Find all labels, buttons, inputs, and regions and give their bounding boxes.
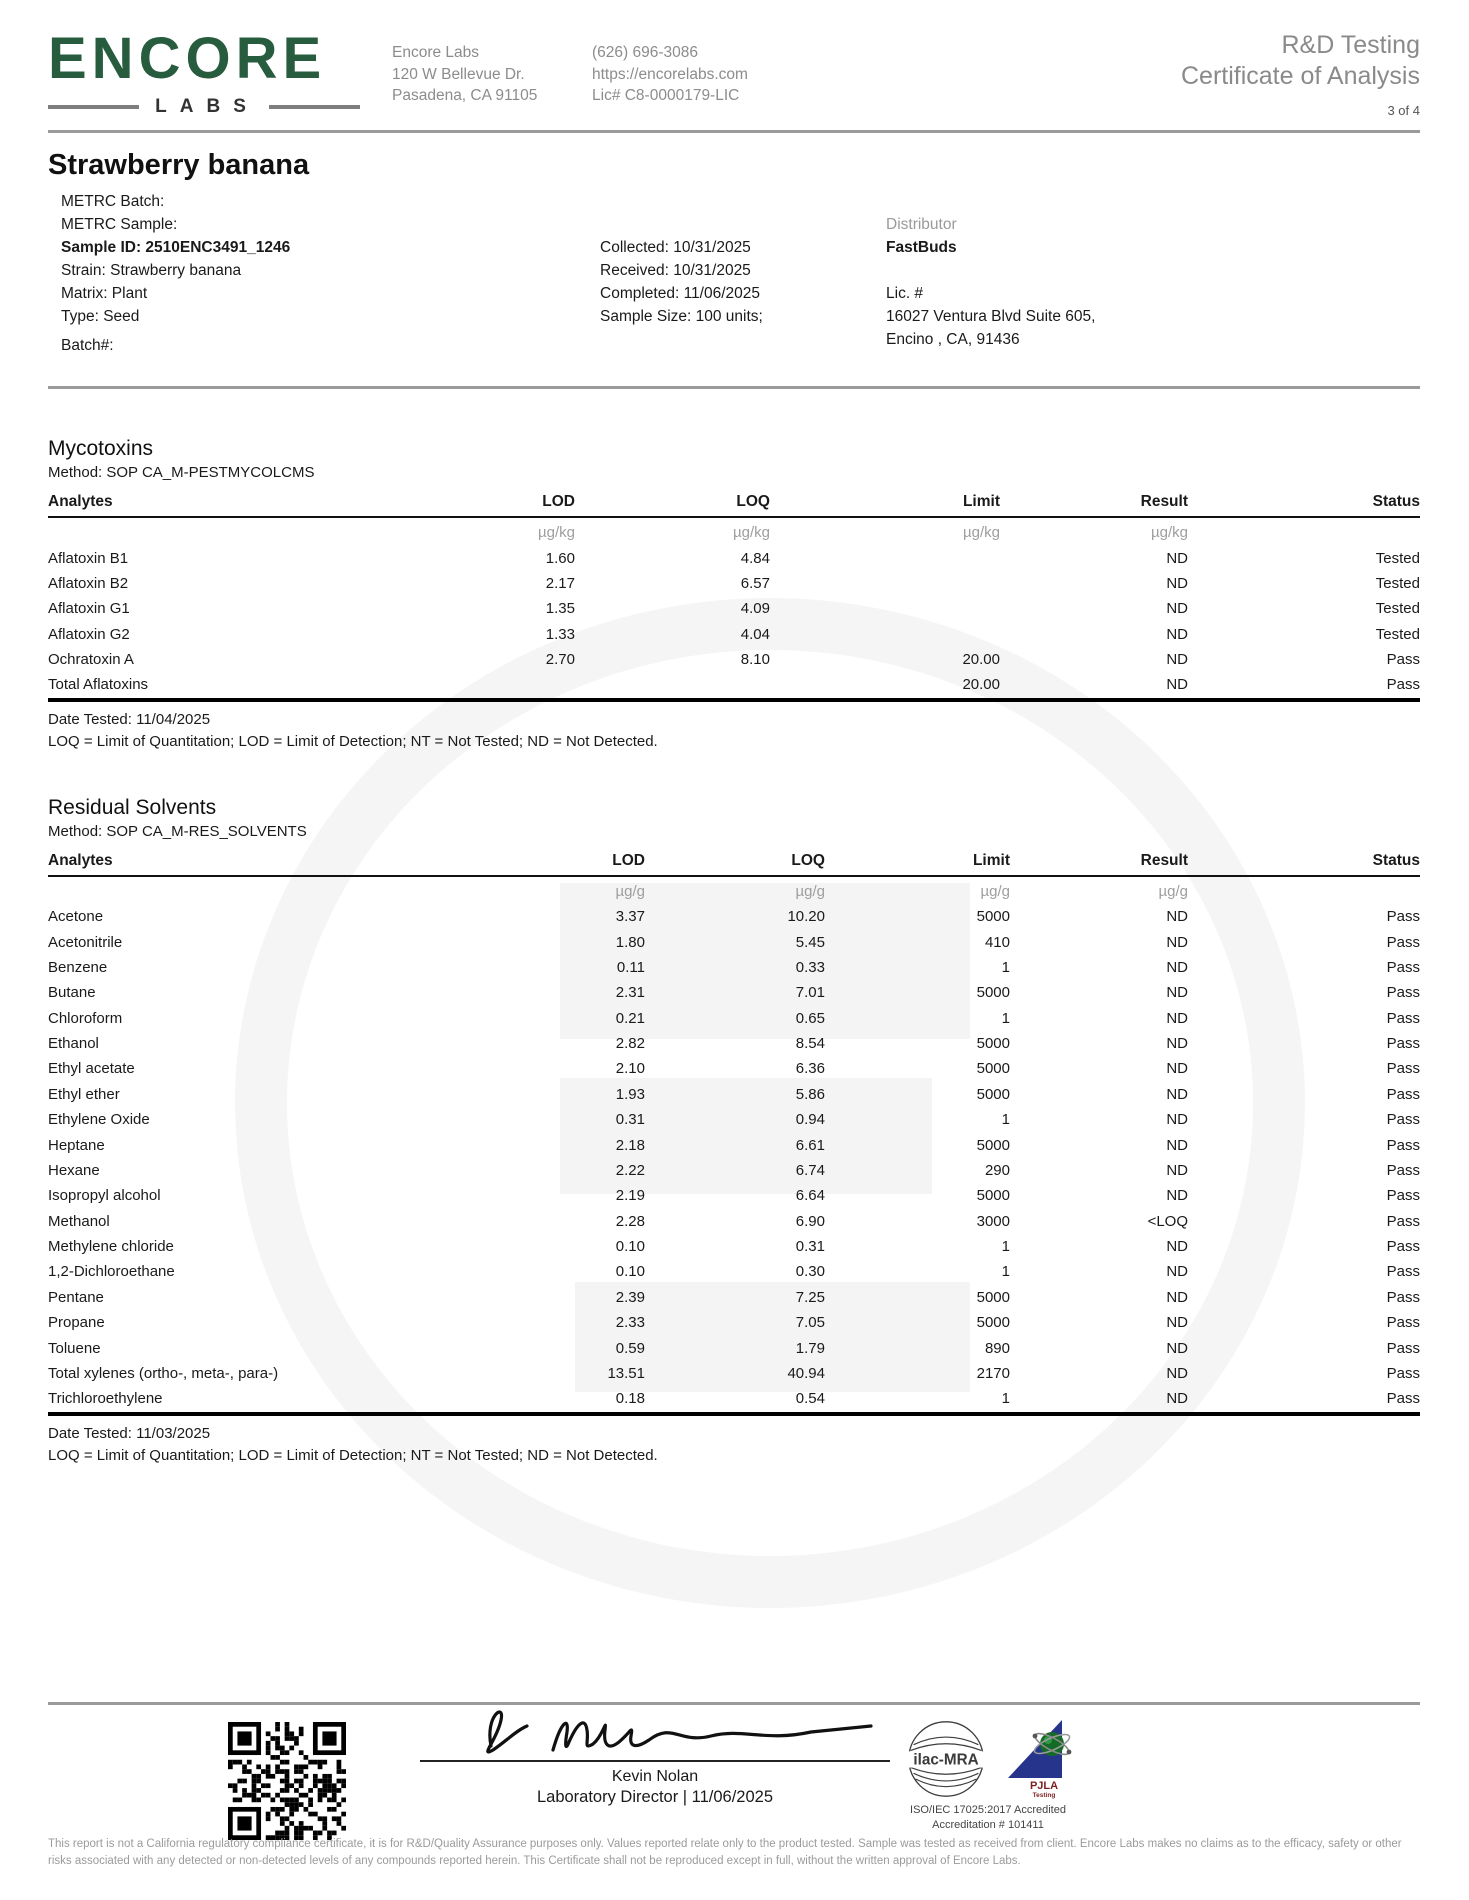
analyte-cell: Methanol: [48, 1212, 110, 1230]
encore-labs-logo: [48, 26, 360, 118]
value-cell: 2.82: [615, 1035, 645, 1053]
value-cell: ND: [1166, 1339, 1188, 1357]
value-cell: 7.01: [795, 984, 825, 1002]
value-cell: 4.04: [740, 625, 770, 643]
footer-disclaimer: This report is not a California regulatory compliance certificate, it is for R&D/Quality Assurance purposes only. Values reported relate only to the product tested. Sample was tested as received from client. Encore Labs makes no claims as to the efficacy, safety or other risks associated with any detected or non-detected levels of any compounds reported herein. This Certificate shall not be reproduced except in full, without the written approval of Encore Labs.: [48, 1838, 1402, 1867]
value-cell: Pass: [1386, 933, 1420, 951]
value-cell: Pass: [1386, 1263, 1420, 1281]
mycotoxins-heading: Mycotoxins: [48, 437, 154, 460]
value-cell: [1188, 527, 1420, 537]
signature-line: [420, 1760, 890, 1762]
value-cell: 3.37: [615, 908, 645, 926]
value-cell: µg/kg: [733, 524, 770, 542]
value-cell: [418, 681, 575, 689]
value-cell: 7.05: [795, 1314, 825, 1332]
value-cell: 5000: [976, 1085, 1010, 1103]
value-cell: µg/g: [615, 882, 645, 900]
value-cell: 290: [984, 1161, 1010, 1179]
value-cell: 1.79: [795, 1339, 825, 1357]
value-cell: 2.10: [615, 1060, 645, 1078]
value-cell: 5000: [976, 1314, 1010, 1332]
table-bottom-rule: [48, 698, 1420, 702]
logo-sub-label: LABS: [155, 96, 259, 117]
value-cell: Pass: [1386, 1314, 1420, 1332]
value-cell: Pass: [1386, 958, 1420, 976]
analyte-cell: Acetone: [48, 908, 104, 926]
value-cell: 5000: [976, 1060, 1010, 1078]
lab-address-line2: Pasadena, CA 91105: [392, 87, 538, 105]
signer-name: Kevin Nolan: [611, 1768, 699, 1785]
value-cell: 2.70: [545, 651, 575, 669]
value-cell: 5000: [976, 908, 1010, 926]
value-cell: 6.74: [795, 1161, 825, 1179]
report-type: R&D Testing: [1281, 31, 1420, 59]
value-cell: 2.33: [615, 1314, 645, 1332]
value-cell: 0.10: [615, 1263, 645, 1281]
value-cell: 5000: [976, 1288, 1010, 1306]
value-cell: Tested: [1375, 625, 1420, 643]
value-cell: 5000: [976, 1035, 1010, 1053]
ilac-mra-logo-icon: [898, 1718, 994, 1800]
value-cell: 6.36: [795, 1060, 825, 1078]
analyte-cell: Isopropyl alcohol: [48, 1187, 161, 1205]
table-row: [48, 672, 1420, 697]
signature-block: [420, 1688, 890, 1807]
value-cell: µg/g: [795, 882, 825, 900]
svg-text:ilac-MRA: ilac-MRA: [913, 1751, 979, 1769]
mycotoxins-method: Method: SOP CA_M-PESTMYCOLCMS: [48, 464, 315, 481]
mycotoxins-legend: LOQ = Limit of Quantitation; LOD = Limit of Detection; NT = Not Tested; ND = Not Detected.: [48, 732, 658, 750]
value-cell: Pass: [1386, 1035, 1420, 1053]
value-cell: 2.22: [615, 1161, 645, 1179]
value-cell: 2170: [976, 1364, 1010, 1382]
value-cell: 1.80: [615, 933, 645, 951]
table-row: [48, 1082, 1420, 1107]
value-cell: 20.00: [962, 676, 1000, 694]
value-cell: ND: [1166, 600, 1188, 618]
value-cell: ND: [1166, 1085, 1188, 1103]
sample-info-dates: [600, 190, 763, 328]
value-cell: 20.00: [962, 651, 1000, 669]
collected-date: Collected: 10/31/2025: [600, 239, 751, 256]
metrc-sample: METRC Sample:: [61, 216, 178, 233]
value-cell: ND: [1166, 1238, 1188, 1256]
sample-id: Sample ID: 2510ENC3491_1246: [61, 239, 291, 256]
value-cell: Tested: [1375, 549, 1420, 567]
value-cell: 6.90: [795, 1212, 825, 1230]
signature-image: [435, 1688, 875, 1766]
value-cell: 3000: [976, 1212, 1010, 1230]
value-cell: Pass: [1386, 984, 1420, 1002]
value-cell: 0.11: [616, 958, 645, 976]
svg-text:Testing: Testing: [1032, 1792, 1056, 1799]
value-cell: Pass: [1386, 1085, 1420, 1103]
analyte-cell: Heptane: [48, 1136, 105, 1154]
value-cell: ND: [1166, 625, 1188, 643]
svg-text:PJLA: PJLA: [1029, 1780, 1059, 1792]
value-cell: 1: [1001, 1390, 1010, 1408]
value-cell: 2.17: [545, 574, 575, 592]
logo-rule-right: [269, 105, 360, 109]
qr-code: [228, 1722, 346, 1840]
value-cell: 0.33: [795, 958, 825, 976]
page-number: 3 of 4: [1387, 102, 1420, 118]
value-cell: 5000: [976, 984, 1010, 1002]
table-row: [48, 1234, 1420, 1259]
value-cell: Status: [1188, 848, 1420, 877]
value-cell: [770, 554, 1000, 562]
analyte-cell: [48, 527, 418, 537]
accreditation-standard: ISO/IEC 17025:2017 Accredited: [910, 1804, 1066, 1816]
value-cell: 1.35: [545, 600, 575, 618]
distributor-name: FastBuds: [886, 239, 957, 256]
value-cell: 1.93: [615, 1085, 645, 1103]
value-cell: 0.21: [615, 1009, 645, 1027]
value-cell: Pass: [1386, 1212, 1420, 1230]
sample-info-left: [61, 190, 290, 357]
distributor-address2: Encino , CA, 91436: [886, 331, 1020, 348]
analyte-cell: [48, 885, 418, 895]
analyte-cell: Ochratoxin A: [48, 651, 134, 669]
distributor-label: Distributor: [886, 216, 957, 233]
table-row: [48, 1158, 1420, 1183]
table-units-row: [48, 877, 1420, 904]
value-cell: 4.09: [740, 600, 770, 618]
value-cell: 5.86: [795, 1085, 825, 1103]
analyte-cell: Ethylene Oxide: [48, 1111, 150, 1129]
value-cell: Pass: [1386, 651, 1420, 669]
solvents-method: Method: SOP CA_M-RES_SOLVENTS: [48, 822, 307, 840]
value-cell: LOD: [418, 848, 645, 877]
value-cell: 1.60: [545, 549, 575, 567]
value-cell: 0.30: [795, 1263, 825, 1281]
accreditation-block: [868, 1714, 1108, 1833]
analyte-cell: Hexane: [48, 1161, 100, 1179]
value-cell: µg/kg: [1151, 524, 1188, 542]
table-row: [48, 647, 1420, 672]
value-cell: 6.64: [795, 1187, 825, 1205]
value-cell: ND: [1166, 651, 1188, 669]
value-cell: ND: [1166, 933, 1188, 951]
table-units-row: [48, 518, 1420, 545]
product-title: Strawberry banana: [48, 149, 310, 181]
value-cell: ND: [1166, 1314, 1188, 1332]
analyte-cell: Ethyl acetate: [48, 1060, 135, 1078]
accreditation-number: Accreditation # 101411: [932, 1818, 1044, 1831]
value-cell: Pass: [1386, 1060, 1420, 1078]
logo-rule-left: [48, 105, 139, 109]
lab-address-line1: 120 W Bellevue Dr.: [392, 65, 525, 83]
analyte-cell: Chloroform: [48, 1009, 123, 1027]
value-cell: µg/g: [980, 882, 1010, 900]
table-row: [48, 1259, 1420, 1284]
value-cell: 13.51: [607, 1364, 645, 1382]
table-row: [48, 1310, 1420, 1335]
value-cell: LOQ: [645, 848, 825, 877]
analyte-cell: Toluene: [48, 1339, 101, 1357]
analyte-cell: Butane: [48, 984, 96, 1002]
value-cell: ND: [1166, 1161, 1188, 1179]
value-cell: 8.54: [795, 1035, 825, 1053]
table-row: [48, 1006, 1420, 1031]
value-cell: 5000: [976, 1187, 1010, 1205]
value-cell: Pass: [1386, 1009, 1420, 1027]
value-cell: 0.94: [795, 1111, 825, 1129]
value-cell: 6.57: [740, 574, 770, 592]
value-cell: [1188, 885, 1420, 895]
value-cell: 7.25: [795, 1288, 825, 1306]
table-row: [48, 955, 1420, 980]
value-cell: 1: [1001, 1238, 1010, 1256]
table-row: [48, 571, 1420, 596]
value-cell: 10.20: [787, 908, 825, 926]
value-cell: ND: [1166, 1288, 1188, 1306]
analyte-cell: Ethanol: [48, 1035, 99, 1053]
table-bottom-rule: [48, 1412, 1420, 1416]
value-cell: Limit: [825, 848, 1010, 877]
analyte-cell: Analytes: [48, 848, 418, 877]
analyte-cell: Acetonitrile: [48, 933, 123, 951]
value-cell: 1: [1001, 1263, 1010, 1281]
value-cell: 2.31: [615, 984, 645, 1002]
analyte-cell: Aflatoxin B1: [48, 549, 129, 567]
analyte-cell: Benzene: [48, 958, 108, 976]
sample-type: Type: Seed: [61, 308, 140, 325]
value-cell: LOD: [418, 489, 575, 518]
table-row: [48, 1285, 1420, 1310]
value-cell: Pass: [1386, 1187, 1420, 1205]
value-cell: ND: [1166, 1187, 1188, 1205]
value-cell: Pass: [1386, 1364, 1420, 1382]
solvents-date-tested: Date Tested: 11/03/2025: [48, 1424, 211, 1442]
signer-title: Laboratory Director | 11/06/2025: [536, 1788, 774, 1806]
lab-website[interactable]: https://encorelabs.com: [592, 65, 748, 83]
value-cell: Status: [1188, 489, 1420, 518]
distributor-license: Lic. #: [886, 285, 924, 302]
value-cell: LOQ: [575, 489, 770, 518]
value-cell: µg/kg: [963, 524, 1000, 542]
mycotoxins-table: [48, 489, 1420, 698]
table-row: [48, 1183, 1420, 1208]
analyte-cell: Total Aflatoxins: [48, 676, 149, 694]
received-date: Received: 10/31/2025: [600, 262, 751, 279]
value-cell: 0.31: [795, 1238, 825, 1256]
value-cell: Tested: [1375, 574, 1420, 592]
value-cell: 890: [984, 1339, 1010, 1357]
table-row: [48, 929, 1420, 954]
value-cell: ND: [1166, 1364, 1188, 1382]
value-cell: Result: [1000, 489, 1188, 518]
value-cell: <LOQ: [1147, 1212, 1188, 1230]
solvents-legend: LOQ = Limit of Quantitation; LOD = Limit of Detection; NT = Not Tested; ND = Not Detected.: [48, 1446, 658, 1464]
value-cell: ND: [1166, 1060, 1188, 1078]
value-cell: 410: [984, 933, 1010, 951]
lab-name: Encore Labs: [392, 44, 480, 61]
value-cell: [770, 579, 1000, 587]
value-cell: 0.54: [795, 1390, 825, 1408]
value-cell: 4.84: [740, 549, 770, 567]
value-cell: ND: [1166, 908, 1188, 926]
analyte-cell: Methylene chloride: [48, 1238, 174, 1256]
value-cell: Limit: [770, 489, 1000, 518]
table-header-row: [48, 489, 1420, 518]
table-row: [48, 596, 1420, 621]
table-row: [48, 904, 1420, 929]
value-cell: Pass: [1386, 908, 1420, 926]
value-cell: 2.39: [615, 1288, 645, 1306]
value-cell: 0.31: [615, 1111, 645, 1129]
matrix: Matrix: Plant: [61, 285, 148, 302]
document-type-block: [1181, 30, 1420, 118]
value-cell: Pass: [1386, 1136, 1420, 1154]
table-header-row: [48, 848, 1420, 877]
solvents-table: [48, 848, 1420, 1412]
value-cell: ND: [1166, 1263, 1188, 1281]
value-cell: Pass: [1386, 1111, 1420, 1129]
value-cell: 1: [1001, 958, 1010, 976]
value-cell: 40.94: [787, 1364, 825, 1382]
value-cell: ND: [1166, 1111, 1188, 1129]
value-cell: µg/kg: [538, 524, 575, 542]
sample-size: Sample Size: 100 units;: [600, 308, 763, 325]
mycotoxins-date-tested: Date Tested: 11/04/2025: [48, 710, 211, 728]
analyte-cell: Aflatoxin G2: [48, 625, 130, 643]
value-cell: 2.28: [615, 1212, 645, 1230]
completed-date: Completed: 11/06/2025: [600, 285, 760, 302]
header-divider: [48, 130, 1420, 133]
sample-info: [48, 190, 1420, 352]
value-cell: ND: [1166, 549, 1188, 567]
lab-phone: (626) 696-3086: [592, 44, 698, 61]
value-cell: Pass: [1386, 1288, 1420, 1306]
distributor-address1: 16027 Ventura Blvd Suite 605,: [886, 308, 1096, 325]
table-row: [48, 1386, 1420, 1411]
mycotoxins-section: [48, 437, 1420, 750]
value-cell: [575, 681, 770, 689]
strain: Strain: Strawberry banana: [61, 262, 242, 279]
value-cell: 1: [1001, 1009, 1010, 1027]
value-cell: 1: [1001, 1111, 1010, 1129]
value-cell: Pass: [1386, 676, 1420, 694]
analyte-cell: Analytes: [48, 489, 418, 518]
table-row: [48, 1361, 1420, 1386]
table-row: [48, 1056, 1420, 1081]
value-cell: Tested: [1375, 600, 1420, 618]
solvents-heading: Residual Solvents: [48, 795, 217, 819]
value-cell: 0.10: [615, 1238, 645, 1256]
header: [48, 26, 1420, 118]
value-cell: [770, 605, 1000, 613]
value-cell: ND: [1166, 1136, 1188, 1154]
value-cell: 5.45: [795, 933, 825, 951]
section-divider: [48, 386, 1420, 389]
table-row: [48, 622, 1420, 647]
analyte-cell: Aflatoxin G1: [48, 600, 130, 618]
value-cell: [770, 630, 1000, 638]
value-cell: 2.18: [615, 1136, 645, 1154]
analyte-cell: Propane: [48, 1314, 105, 1332]
table-row: [48, 545, 1420, 570]
document-title: Certificate of Analysis: [1181, 62, 1420, 91]
metrc-batch: METRC Batch:: [61, 193, 165, 210]
lab-license: Lic# C8-0000179-LIC: [592, 87, 740, 105]
lab-address-block: [392, 42, 572, 107]
analyte-cell: Aflatoxin B2: [48, 574, 129, 592]
value-cell: ND: [1166, 1035, 1188, 1053]
analyte-cell: Trichloroethylene: [48, 1390, 163, 1408]
value-cell: 5000: [976, 1136, 1010, 1154]
value-cell: 8.10: [740, 651, 770, 669]
value-cell: 0.59: [615, 1339, 645, 1357]
analyte-cell: Pentane: [48, 1288, 104, 1306]
value-cell: ND: [1166, 1009, 1188, 1027]
value-cell: ND: [1166, 574, 1188, 592]
table-row: [48, 1335, 1420, 1360]
value-cell: 6.61: [795, 1136, 825, 1154]
value-cell: 2.19: [615, 1187, 645, 1205]
table-row: [48, 1209, 1420, 1234]
value-cell: ND: [1166, 676, 1188, 694]
lab-contact-block: [592, 42, 748, 107]
distributor-block: [886, 190, 1095, 351]
value-cell: ND: [1166, 984, 1188, 1002]
value-cell: Result: [1010, 848, 1188, 877]
value-cell: ND: [1166, 958, 1188, 976]
value-cell: µg/g: [1158, 882, 1188, 900]
residual-solvents-section: [48, 796, 1420, 1464]
value-cell: Pass: [1386, 1390, 1420, 1408]
table-row: [48, 1031, 1420, 1056]
value-cell: 1.33: [545, 625, 575, 643]
value-cell: 0.65: [795, 1009, 825, 1027]
value-cell: ND: [1166, 1390, 1188, 1408]
table-row: [48, 980, 1420, 1005]
table-row: [48, 1132, 1420, 1157]
value-cell: Pass: [1386, 1161, 1420, 1179]
table-row: [48, 1107, 1420, 1132]
pjla-logo-icon: [1004, 1714, 1078, 1800]
logo-wordmark: ENCORE: [48, 26, 327, 91]
analyte-cell: 1,2-Dichloroethane: [48, 1263, 175, 1281]
value-cell: Pass: [1386, 1238, 1420, 1256]
value-cell: 0.18: [615, 1390, 645, 1408]
value-cell: Pass: [1386, 1339, 1420, 1357]
batch-number: Batch#:: [61, 337, 114, 354]
analyte-cell: Ethyl ether: [48, 1085, 120, 1103]
analyte-cell: Total xylenes (ortho-, meta-, para-): [48, 1364, 279, 1382]
